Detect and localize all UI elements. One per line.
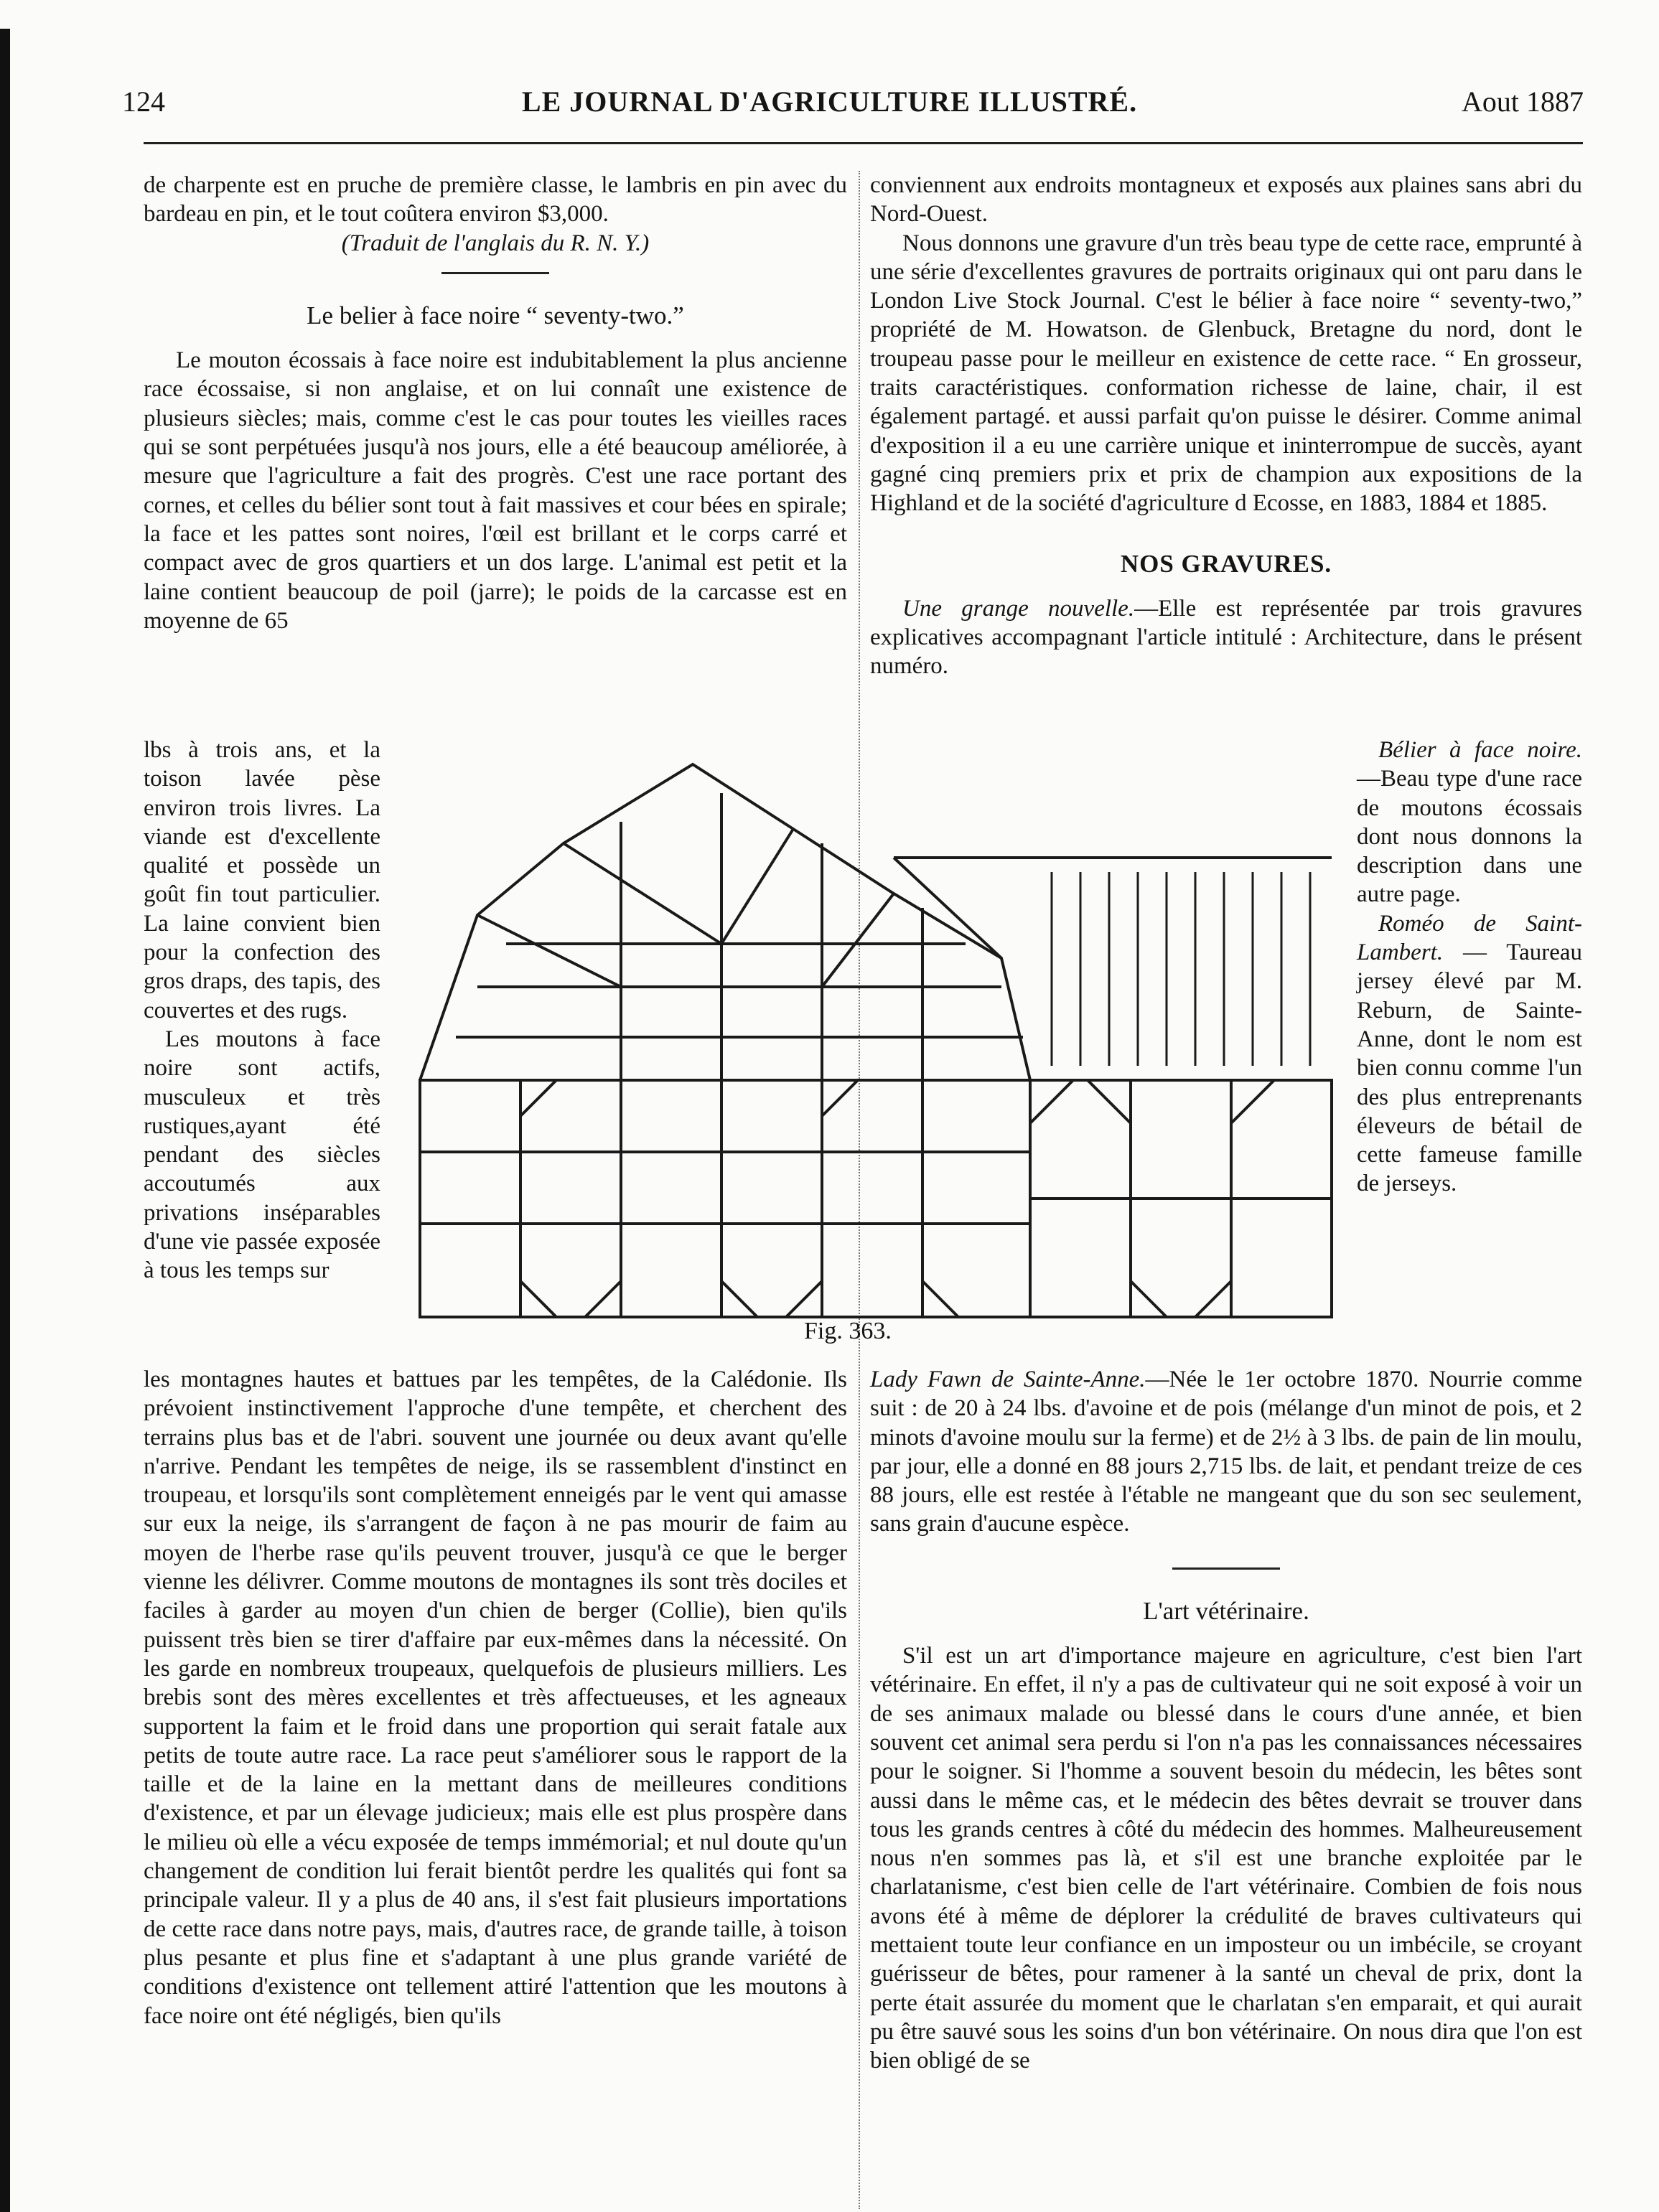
gravure-item-3-name: Roméo de Saint-Lambert. [1357, 910, 1582, 966]
right-column-top [870, 171, 1582, 681]
translation-note: (Traduit de l'anglais du R. N. Y.) [341, 230, 650, 256]
right-narrow-column [1357, 736, 1582, 1199]
left-column-top [144, 171, 847, 635]
section-rule-2 [1172, 1567, 1280, 1570]
veterinaire-paragraph-1: S'il est un art d'importance majeure en agriculture, c'est bien l'art vétérinaire. En effet, il n'y a pas de cultivateur qui ne soit exposé à voir un de ses animaux malade ou blessé dans le cours d'une année, et bien souvent cet animal sera perdu si l'on n'a pas les connaissances nécessaires pour le soigner. Si l'homme a souvent besoin du médecin, les bêtes sont aussi dans le même cas, et le médecin des bêtes devrait se trouver dans tous les grands centres à côté du médecin des hommes. Malheureusement nous n'en sommes pas là, et s'il est une branche exploitée par le charlatanisme, c'est bien celle de l'art vétérinaire. Combien de fois nous avons été à même de déplorer la crédulité de braves cultivateurs qui mettaient toute leur confiance en un imposteur ou un imbécile, se croyant guérisseur de bêtes, pour ramener à la santé un cheval de prix, dont la perte était assurée du moment que le charlatan s'en emparait, et qui aurait pu être sauvé sous les soins d'un bon vétérinaire. On nous dira que l'on est bien obligé de se [870, 1643, 1582, 2074]
header-rule [144, 142, 1583, 144]
barn-frame-figure [391, 750, 1346, 1324]
article-title-belier: Le belier à face noire “ seventy-two.” [307, 301, 684, 329]
gravure-item-1-name: Une grange nouvelle. [902, 595, 1135, 622]
right-paragraph-2: Nous donnons une gravure d'un très beau type de cette race, emprunté à une série d'excellentes gravures de portraits originaux qui ont paru dans le London Live Stock Journal. C'est le bélier à face noire “ seventy-two,” propriété de M. Howatson. de Glenbuck, Bretagne du nord, dont le troupeau passe pour le meilleur en existence de cette race. “ En grosseur, traits caractéristiques. conformation richesse de laine, chair, il est également partagé. et aussi parfait qu'on puisse le désirer. Comme animal d'exposition il a eu une carrière unique et ininterrompue de succès, ayant gagné cinq premiers prix et prix de champion aux expositions de la Highland et de la société d'agriculture d Ecosse, en 1883, 1884 et 1885. [870, 230, 1583, 517]
belier-narrow-text-1: lbs à trois ans, et la toison lavée pèse environ trois livres. La viande est d'excellente qualité et possède un goût fin tout particulier. La laine convient bien pour la confection des gros draps, des tapis, des couvertes et des rugs. [144, 737, 380, 1023]
left-margin-bar [0, 29, 10, 2212]
left-narrow-column [144, 736, 380, 1285]
right-paragraph-1: conviennent aux endroits montagneux et exposés aux plaines sans abri du Nord-Ouest. [870, 172, 1582, 228]
page-number: 124 [122, 85, 165, 118]
left-column-bottom [144, 1365, 847, 2030]
right-column-bottom [870, 1365, 1582, 2076]
gravure-item-1-text: —Elle est représentée par trois gravures explicatives accompagnant l'article intitulé : Architecture, dans le présent numéro. [870, 595, 1582, 680]
continuation-text: de charpente est en pruche de première classe, le lambris en pin avec du bardeau en pin, et le tout coûtera environ $3,000. [144, 172, 847, 228]
gravure-item-2-name: Bélier à face noire. [1378, 737, 1582, 763]
gravures-title: NOS GRAVURES. [1120, 549, 1332, 578]
section-rule [441, 272, 549, 274]
belier-narrow-text-2: Les moutons à face noire sont actifs, musculeux et très rustiques,ayant été pendant des siècles accoutumés aux privations inséparables d'une vie passée exposée à tous les temps sur [144, 1026, 380, 1284]
gravure-item-2-text: —Beau type d'une race de moutons écossais dont nous donnons la description dans une autre page. [1357, 766, 1582, 908]
issue-date: Aout 1887 [1462, 85, 1584, 118]
gravure-item-4-name: Lady Fawn de Sainte-Anne. [870, 1367, 1146, 1392]
article-title-veterinaire: L'art vétérinaire. [1143, 1596, 1309, 1625]
belier-paragraph-2: les montagnes hautes et battues par les tempêtes, de la Calédonie. Ils prévoient instinctivement l'approche d'une tempête, et cherchent des terrains plus bas et de l'abri. souvent une journée ou deux avant qu'elle n'arrive. Pendant les tempêtes de neige, ils se rassemblent d'instinct en troupeau, et lorsqu'ils sont complètement enneigés par le vent qui amasse sur eux la neige, ils s'arrangent de façon à ne pas mourir de faim au moyen de l'herbe rase qu'ils peuvent trouver, jusqu'à ce que le berger vienne les délivrer. Comme moutons de montagnes ils sont très dociles et faciles à garder au moyen d'un chien de berger (Collie), bien qu'ils puissent très bien se tirer d'affaire par eux-mêmes dans la nécessité. On les garde en nombreux troupeaux, quelquefois de plusieurs milliers. Les brebis sont des mères excellentes et très affectueuses, et les agneaux supportent la faim et le froid dans une proportion qui serait fatale aux petits de toute autre race. La race peut s'améliorer sous le rapport de la taille et de la laine en la mettant dans de meilleures conditions d'existence, et par un élevage judicieux; mais elle est plus prospère dans le milieu où elle a vécu exposée de temps immémorial; et nul doute qu'un changement de condition lui ferait bientôt perdre les qualités qui font sa principale valeur. Il y a plus de 40 ans, il s'est fait plusieurs importations de cette race dans notre pays, mais, d'autres race, de grande taille, à toison plus pesante et plus fine et s'adaptant à une plus grande variété de conditions d'existence ont tellement attiré l'attention que les moutons à face noire ont été négligés, bien qu'ils [144, 1367, 847, 2029]
journal-title: LE JOURNAL D'AGRICULTURE ILLUSTRÉ. [521, 85, 1138, 118]
gravure-item-4-text: —Née le 1er octobre 1870. Nourrie comme suit : de 20 à 24 lbs. d'avoine et de pois (mélange d'un minot de pois, et 2 minots d'avoine moulu sur la ferme) et de 2½ à 3 lbs. de pain de lin moulu, par jour, elle a donné en 88 jours 2,715 lbs. de lait, et pendant treize de ces 88 jours, elle est restée à l'étable ne mangeant que du son sec seulement, sans grain d'aucune espèce. [870, 1367, 1582, 1537]
figure-caption: Fig. 363. [804, 1318, 892, 1344]
belier-paragraph-1: Le mouton écossais à face noire est indubitablement la plus ancienne race écossaise, si non anglaise, et on lui connaît une existence de plusieurs siècles; mais, comme c'est le cas pour toutes les vieilles races qui se sont perpétuées jusqu'à nos jours, elle a été beaucoup améliorée, à mesure que l'agriculture a fait des progrès. C'est une race portant des cornes, et celles du bélier sont tout à fait massives et cour bées en spirale; la face et les pattes sont noires, l'œil est brillant et le corps carré et compact avec de gros quartiers et un dos large. L'animal est petit et la laine contient beaucoup de poil (jarre); le poids de la carcasse est en moyenne de 65 [144, 347, 847, 634]
gravure-item-3-text: — Taureau jersey élevé par M. Reburn, de Sainte-Anne, dont le nom est bien connu comme l'un des plus entreprenants éleveurs de bétail de cette fameuse famille de jerseys. [1357, 939, 1582, 1197]
